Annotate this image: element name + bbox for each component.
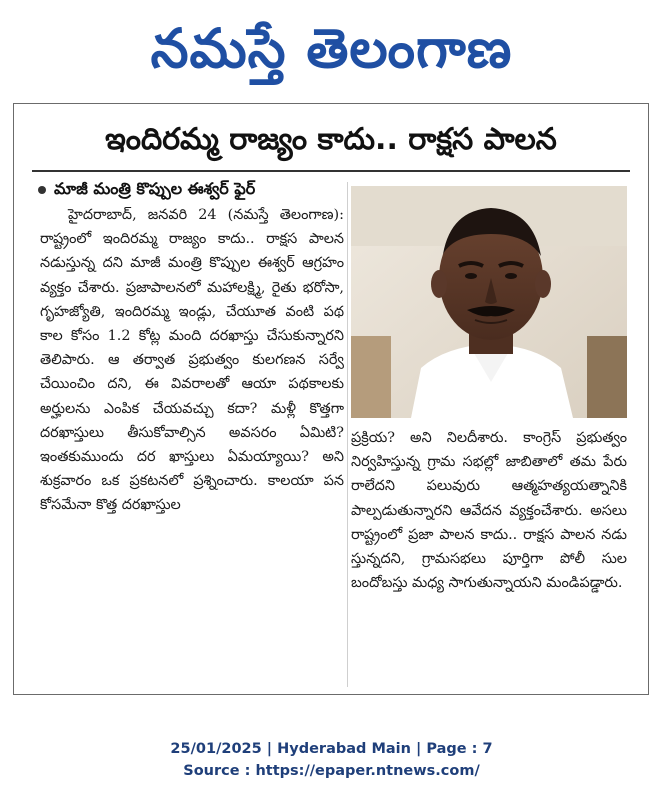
article-headline: ఇందిరమ్మ రాజ్యం కాదు.. రాక్షస పాలన xyxy=(105,122,557,157)
column-divider xyxy=(347,182,348,687)
article-clipping xyxy=(13,103,649,695)
article-body-left-column xyxy=(40,203,344,685)
portrait-illustration xyxy=(351,186,627,418)
article-body-right-text: ప్రక్రియ? అని నిలదీశారు. కాంగ్రెస్ ప్రభుత్వం నిర్వహిస్తున్న గ్రామ సభల్లో జాబితాలో తమ పేరు రాలేదని పలువురు ఆత్మహత్యయత్నానికి పాల్పడుతున్నారని ఆవేదన వ్యక్తంచేశారు. అసలు రాష్ట్రంలో ప్రజా పాలన కాదు.. రాక్షస పాలన నడు స్తున్నదని, గ్రామసభలు పూర్తిగా పోలీ సుల బందోబస్తు మధ్య సాగుతున్నాయని మండిపడ్డారు. xyxy=(351,430,627,592)
article-body-right-column xyxy=(351,426,627,691)
subheadline-text: మాజీ మంత్రి కొప్పుల ఈశ్వర్ ఫైర్ xyxy=(54,179,256,198)
page-footer xyxy=(0,738,663,782)
portrait-photo xyxy=(351,186,627,418)
footer-source-link[interactable]: Source : https://epaper.ntnews.com/ xyxy=(183,763,480,779)
article-subheadline xyxy=(38,178,348,200)
article-body-left-text: హైదరాబాద్, జనవరి 24 (నమస్తే తెలంగాణ): రాష్ట్రంలో ఇందిరమ్మ రాజ్యం కాదు.. రాక్షస పాలన నడుస్తున్న దని మాజీ మంత్రి కొప్పుల ఈశ్వర్ ఆగ్రహం వ్యక్తం చేశారు. ప్రజాపాలనలో మహాలక్ష్మి, రైతు భరోసా, గృహజ్యోతి, ఇందిరమ్మ ఇండ్లు, చేయూత వంటి పథ కాల కోసం 1.2 కోట్ల మంది దరఖాస్తు చేసుకున్నారని తెలిపారు. ఆ తర్వాత ప్రభుత్వం కులగణన సర్వే చేయించిం దని, ఈ వివరాలతో ఆయా పథకాలకు అర్హులను ఎంపిక చేయవచ్చు కదా? మళ్లీ కొత్తగా దరఖాస్తులు తీసుకోవాల్సిన అవసరం ఏమిటి? ఇంతకుముందు దర ఖాస్తులు ఏమయ్యాయి? అని శుక్రవారం ఒక ప్రకటనలో ప్రశ్నించారు. కాలయా పన కోసమేనా కొత్త దరఖాస్తుల xyxy=(40,207,344,514)
headline-divider xyxy=(32,170,630,172)
bullet-icon xyxy=(38,186,46,194)
footer-date-edition: 25/01/2025 | Hyderabad Main | Page : 7 xyxy=(170,741,493,757)
masthead-logo: నమస్తే తెలంగాణ xyxy=(150,17,513,80)
